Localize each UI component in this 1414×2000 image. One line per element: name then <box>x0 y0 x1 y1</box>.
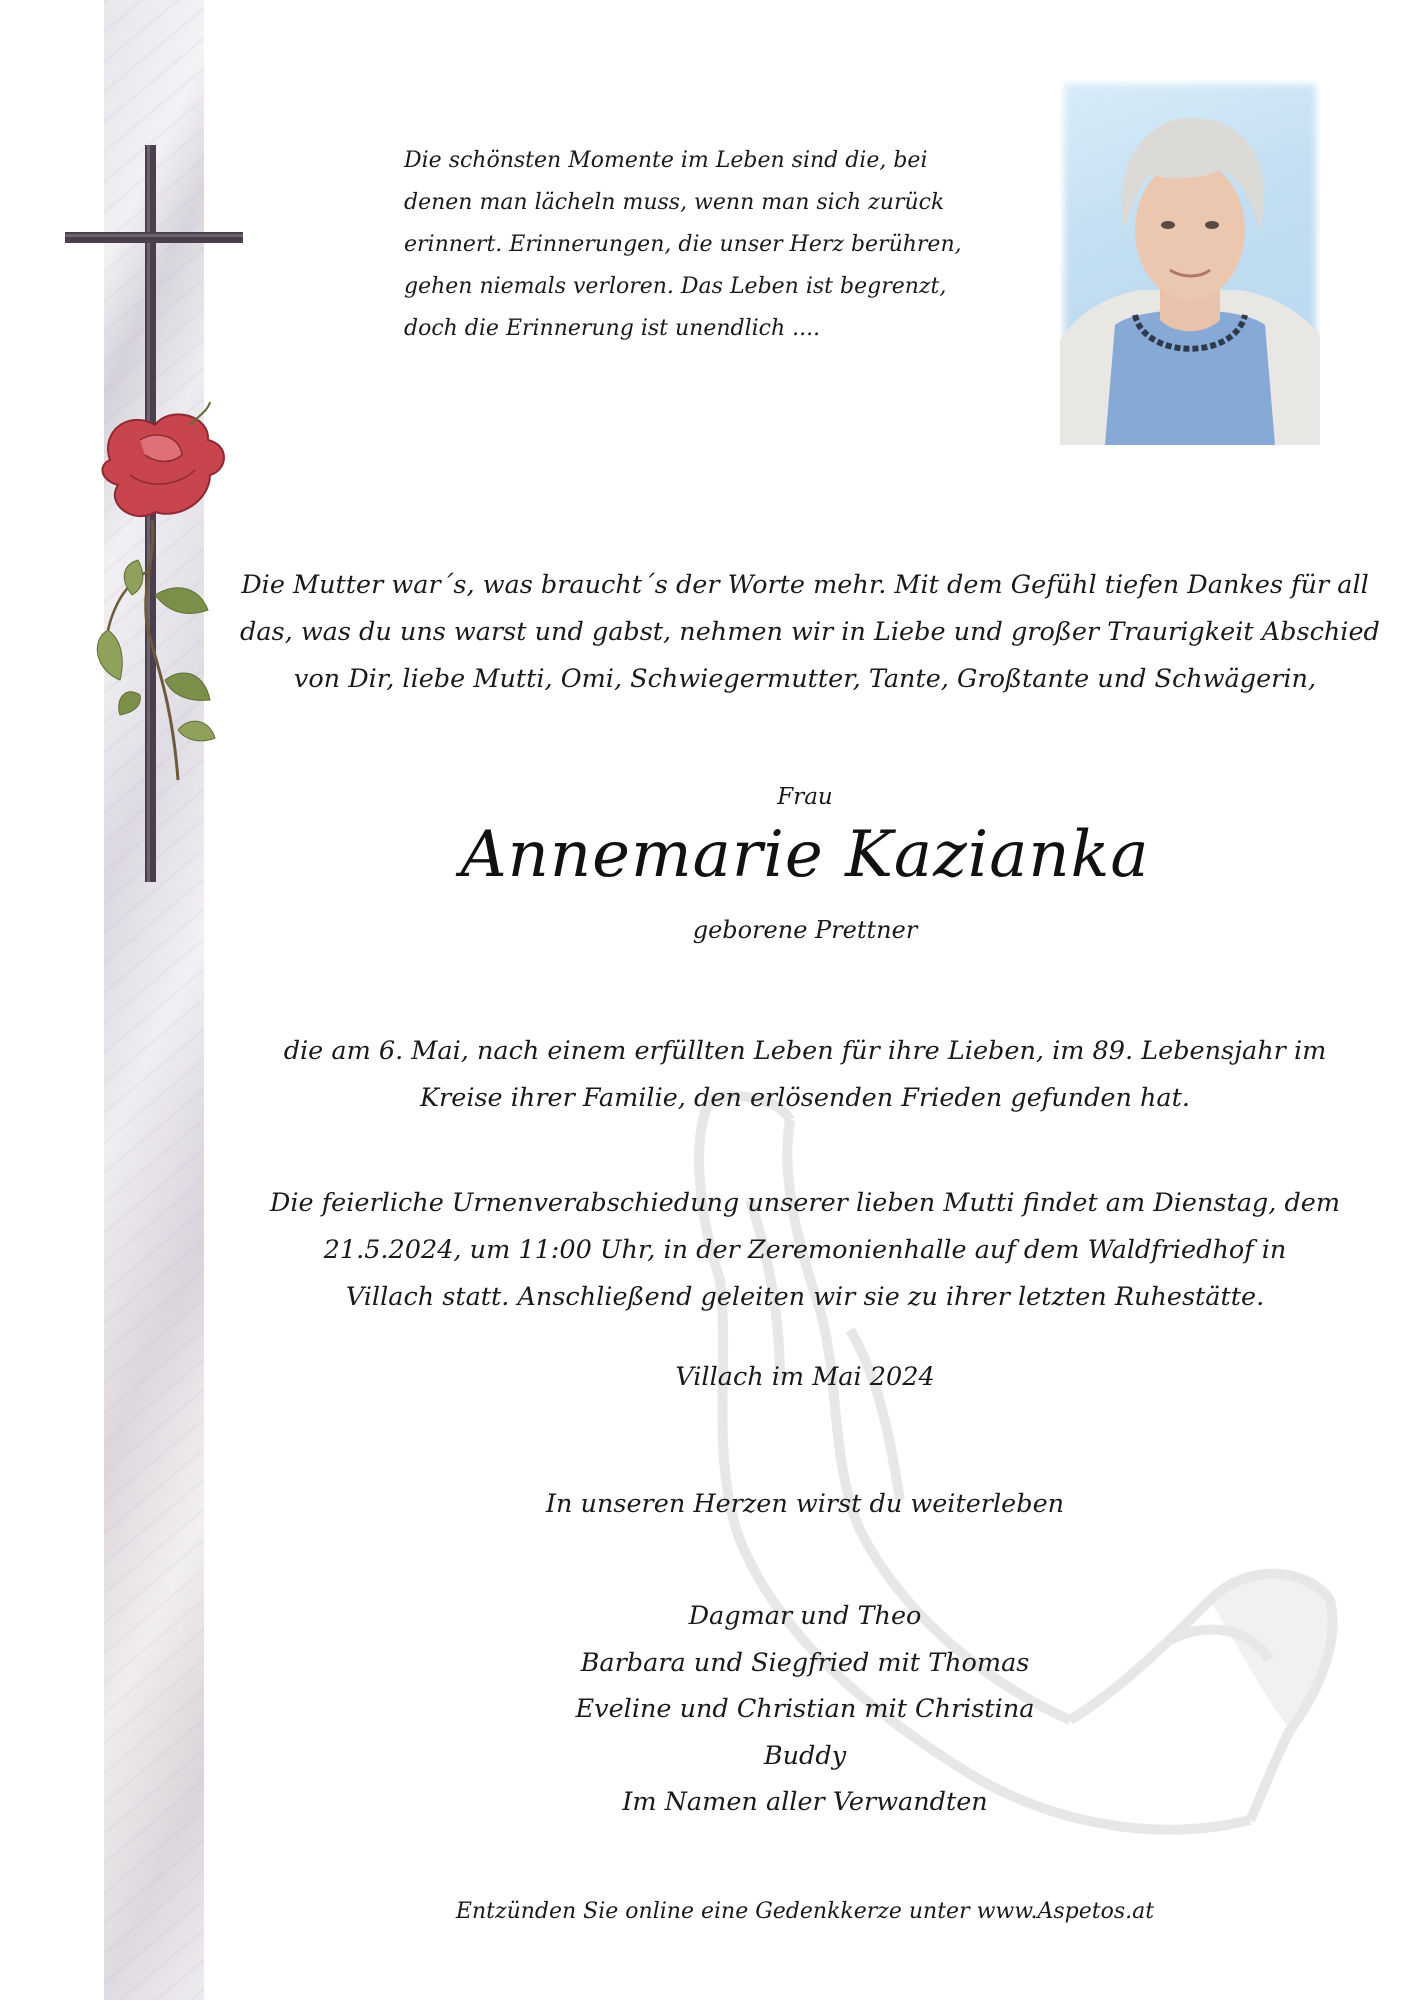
quote-line: gehen niemals verloren. Das Leben ist begrenzt, <box>404 274 947 299</box>
death-notice-line: die am 6. Mai, nach einem erfüllten Leben für ihre Lieben, im 89. Lebensjahr im <box>283 1036 1327 1066</box>
mourner-entry: Barbara und Siegfried mit Thomas <box>580 1647 1030 1678</box>
quote-line: doch die Erinnerung ist unendlich .... <box>404 316 821 341</box>
mourner-entry: Im Namen aller Verwandten <box>622 1787 988 1817</box>
intro-line: von Dir, liebe Mutti, Omi, Schwiegermutter, Tante, Großtante und Schwägerin, <box>293 664 1317 694</box>
cross-with-rose-icon <box>60 140 250 890</box>
mourners-list <box>240 1593 1370 1826</box>
mourner-entry: Buddy <box>763 1740 847 1771</box>
deceased-name: Annemarie Kazianka <box>460 818 1150 892</box>
footer-note: Entzünden Sie online eine Gedenkkerze unter www.Aspetos.at <box>455 1899 1155 1924</box>
ceremony-line: 21.5.2024, um 11:00 Uhr, in der Zeremonienhalle auf dem Waldfriedhof in <box>323 1235 1287 1265</box>
intro-line: Die Mutter war´s, was braucht´s der Worte mehr. Mit dem Gefühl tiefen Dankes für all <box>241 570 1369 600</box>
motto: In unseren Herzen wirst du weiterleben <box>545 1489 1065 1519</box>
salutation: Frau <box>777 784 833 810</box>
intro-line: das, was du uns warst und gabst, nehmen wir in Liebe und großer Traurigkeit Abschied <box>240 617 1380 647</box>
memorial-quote <box>404 140 962 350</box>
death-notice-paragraph <box>240 1028 1370 1122</box>
ceremony-paragraph <box>240 1180 1370 1321</box>
quote-line: Die schönsten Momente im Leben sind die, bei <box>404 148 928 173</box>
quote-line: erinnert. Erinnerungen, die unser Herz berühren, <box>404 232 962 257</box>
mourner-entry: Eveline und Christian mit Christina <box>575 1694 1035 1724</box>
place-date: Villach im Mai 2024 <box>675 1362 935 1392</box>
death-notice-line: Kreise ihrer Familie, den erlösenden Frieden gefunden hat. <box>419 1083 1190 1113</box>
mourner-entry: Dagmar und Theo <box>688 1601 922 1631</box>
ceremony-line: Villach statt. Anschließend geleiten wir sie zu ihrer letzten Ruhestätte. <box>345 1282 1265 1312</box>
birth-name: geborene Prettner <box>692 916 918 944</box>
ceremony-line: Die feierliche Urnenverabschiedung unserer lieben Mutti findet am Dienstag, dem <box>269 1188 1341 1218</box>
portrait-photo <box>1060 80 1320 445</box>
quote-line: denen man lächeln muss, wenn man sich zurück <box>404 190 945 215</box>
intro-paragraph <box>240 562 1380 703</box>
person-portrait-icon <box>1060 80 1320 445</box>
